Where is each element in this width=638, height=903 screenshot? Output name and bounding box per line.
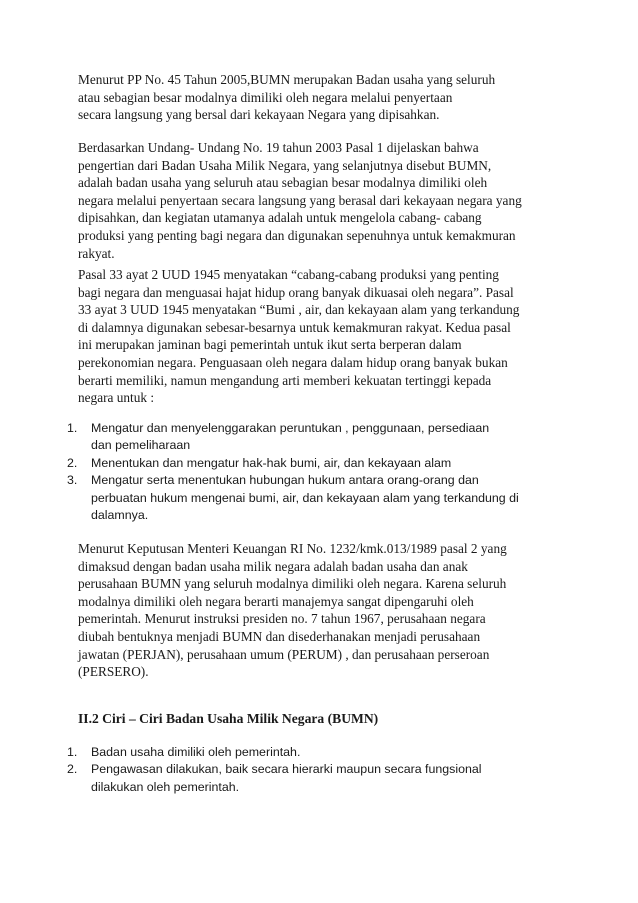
list-item (67, 744, 567, 761)
text-line: modalnya dimiliki oleh negara berarti manajemya sangat dipengaruhi oleh (78, 593, 474, 609)
text-line: pemerintah. Menurut instruksi presiden no. 7 tahun 1967, perusahaan negara (78, 611, 486, 627)
text-line: Mengatur dan menyelenggarakan peruntukan , penggunaan, persediaan (91, 421, 490, 435)
text-line: Menentukan dan mengatur hak-hak bumi, air, dan kekayaan alam (91, 455, 452, 470)
paragraph-uu19-definition (78, 139, 568, 262)
text-line: di dalamnya digunakan sebesar-besarnya untuk kemakmuran rakyat. Kedua pasal (78, 319, 511, 335)
list-item (67, 761, 567, 796)
text-line: dipisahkan, dan kegiatan utamanya adalah untuk mengelola cabang- cabang (78, 210, 482, 226)
text-line: Pengawasan dilakukan, baik secara hierarki maupun secara fungsional (91, 762, 482, 777)
text-line: Badan usaha dimiliki oleh pemerintah. (91, 745, 301, 759)
text-line: 33 ayat 3 UUD 1945 menyatakan “Bumi , air, dan kekayaan alam yang terkandung (78, 302, 520, 318)
list-item-number: 3. (67, 473, 78, 488)
text-line: Berdasarkan Undang- Undang No. 19 tahun 2003 Pasal 1 dijelaskan bahwa (78, 140, 479, 155)
text-line: produksi yang penting bagi negara dan digunakan sepenuhnya untuk kemakmuran (78, 227, 516, 243)
text-line: perekonomian negara. Penguasaan oleh negara dalam hidup orang banyak bukan (78, 354, 508, 370)
text-line: bagi negara dan menguasai hajat hidup orang banyak dikuasai oleh negara”. Pasal (78, 284, 514, 300)
text-line: perbuatan hukum mengenai bumi, air, dan kekayaan alam yang terkandung di (91, 490, 519, 505)
text-line: negara untuk : (78, 390, 155, 406)
text-line: jawatan (PERJAN), perusahaan umum (PERUM) , dan perusahaan perseroan (78, 646, 490, 662)
text-line: Menurut Keputusan Menteri Keuangan RI No. 1232/kmk.013/1989 pasal 2 yang (78, 541, 507, 556)
list-item (67, 420, 567, 455)
text-line: dan pemeliharaan (91, 438, 191, 453)
text-line: atau sebagian besar modalnya dimiliki oleh negara melalui penyertaan (78, 89, 453, 105)
text-line: secara langsung yang bersal dari kekayaan Negara yang dipisahkan. (78, 107, 440, 123)
bumn-characteristics-list (67, 744, 567, 796)
text-line: pengertian dari Badan Usaha Milik Negara, yang selanjutnya disebut BUMN, (78, 157, 492, 173)
text-line: adalah badan usaha yang seluruh atau sebagian besar modalnya dimiliki oleh (78, 175, 488, 191)
text-line: dalamnya. (91, 508, 149, 523)
list-item (67, 472, 567, 524)
text-line: negara melalui penyertaan secara langsung yang berasal dari kekayaan negara yang (78, 192, 522, 208)
state-authority-list (67, 420, 567, 524)
text-line: berarti memiliki, namun mengandung arti memberi kekuatan tertinggi kepada (78, 372, 492, 388)
list-item-number: 1. (67, 421, 78, 435)
text-line: ini merupakan jaminan bagi pemerintah untuk ikut serta berperan dalam (78, 337, 462, 353)
list-item-number: 1. (67, 745, 78, 759)
text-line: rakyat. (78, 245, 115, 261)
text-line: (PERSERO). (78, 664, 149, 680)
text-line: Mengatur serta menentukan hubungan hukum antara orang-orang dan (91, 473, 479, 488)
section-heading: II.2 Ciri – Ciri Badan Usaha Milik Negara (BUMN) (78, 711, 379, 726)
text-line: Pasal 33 ayat 2 UUD 1945 menyatakan “cabang-cabang produksi yang penting (78, 267, 499, 282)
list-item-number: 2. (67, 762, 78, 777)
paragraph-bumn-definition-pp45 (78, 71, 568, 124)
list-item (67, 455, 567, 472)
text-line: dilakukan oleh pemerintah. (91, 779, 240, 794)
text-line: diubah bentuknya menjadi BUMN dan disederhanakan menjadi perusahaan (78, 628, 481, 644)
paragraph-pasal-33 (78, 266, 568, 407)
text-line: dimaksud dengan badan usaha milik negara adalah badan usaha dan anak (78, 558, 468, 574)
list-item-number: 2. (67, 455, 78, 470)
text-line: perusahaan BUMN yang seluruh modalnya dimiliki oleh negara. Karena seluruh (78, 576, 507, 592)
paragraph-kepmenkeu-1232 (78, 540, 568, 681)
text-line: Menurut PP No. 45 Tahun 2005,BUMN merupakan Badan usaha yang seluruh (78, 72, 496, 87)
